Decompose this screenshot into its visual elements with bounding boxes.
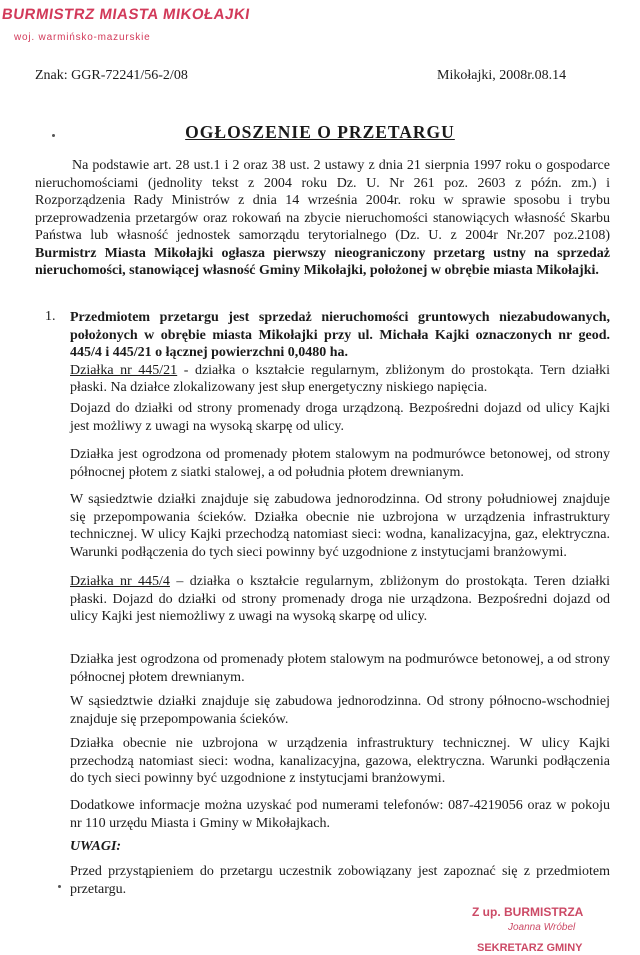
stamp-title: BURMISTRZ MIASTA MIKOŁAJKI bbox=[0, 6, 252, 23]
paragraph-contact: Dodatkowe informacje można uzyskać pod numerami telefonów: 087-4219056 oraz w pokoju nr 110 urzędu Miasta i Gminy w Mikołajkach. bbox=[70, 798, 610, 831]
paragraph-fence-1: Działka jest ogrodzona od promenady płotem stalowym na podmurówce betonowej, od strony północnej płotem z siatki stalowej, a od południa płotem drewnianym. bbox=[70, 447, 610, 480]
document-title: OGŁOSZENIE O PRZETARGU bbox=[185, 122, 455, 142]
signature-authority: Z up. BURMISTRZA bbox=[472, 905, 584, 919]
signature-title: SEKRETARZ GMINY bbox=[477, 942, 583, 954]
stamp-region: woj. warmińsko-mazurskie bbox=[14, 32, 151, 43]
reference-number: Znak: GGR-72241/56-2/08 bbox=[35, 68, 188, 83]
signature-name: Joanna Wróbel bbox=[508, 922, 576, 933]
plot1-text: - działka o kształcie regularnym, zbliżonym do prostokąta. Tern działki płaski. Na działce zlokalizowany jest słup energetyczny niskiego napięcia. bbox=[70, 362, 610, 396]
intro-paragraph bbox=[35, 157, 610, 280]
remarks-text: Przed przystąpieniem do przetargu uczestnik zobowiązany jest zapoznać się z przedmiotem przetargu. bbox=[70, 864, 610, 897]
plot2-text: – działka o kształcie regularnym, zbliżonym do prostokąta. Teren działki płaski. Dojazd do działki od strony promenady droga nie urządzona. Bezpośredni dojazd od ulicy Kajki jest niemożliwy z uwagi na wysoką skarpę od ulicy. bbox=[70, 574, 610, 625]
item-heading bbox=[70, 309, 610, 397]
paragraph-neighbourhood-2: W sąsiedztwie działki znajduje się zabudowa jednorodzinna. Od strony północno-wschodniej znajduje się przepompowania ścieków. bbox=[70, 694, 610, 727]
item-heading-text: Przedmiotem przetargu jest sprzedaż nieruchomości gruntowych niezabudowanych, położonych w obrębie miasta Mikołajki przy ul. Michała Kajki oznaczonych nr geod. 445/4 i 445/21 o łącznej powierzchni 0,0480 ha. bbox=[70, 310, 610, 361]
item-number: 1. bbox=[45, 309, 56, 324]
place-date: Mikołajki, 2008r.08.14 bbox=[437, 68, 567, 83]
plot2-paragraph bbox=[70, 573, 610, 626]
plot2-label: Działka nr 445/4 bbox=[70, 574, 170, 589]
intro-text: Na podstawie art. 28 ust.1 i 2 oraz 38 ust. 2 ustawy z dnia 21 sierpnia 1997 roku o gospodarce nieruchomościami (jednolity tekst z 2004 roku Dz. U. Nr 261 poz. 2603 z późn. zm.) i Rozporządzenia Rady Ministrów z dnia 14 września 2004r. roku w sprawie sposobu i trybu przeprowadzenia przetargów oraz rokowań na zbycie nieruchomości stanowiących własność Skarbu Państwa lub własność jednostek samorządu terytorialnego (Dz. U. z 2004r Nr.207 poz.2108) bbox=[35, 158, 610, 243]
paragraph-fence-2: Działka jest ogrodzona od promenady płotem stalowym na podmurówce betonowej, a od strony północnej płotem drewnianym. bbox=[70, 652, 610, 685]
intro-bold-text: Burmistrz Miasta Mikołajki ogłasza pierwszy nieograniczony przetarg ustny na sprzedaż nieruchomości, stanowiącej własność Gminy Mikołajki, położonej w obrębie miasta Mikołajki. bbox=[35, 245, 610, 278]
remarks-heading: UWAGI: bbox=[70, 839, 122, 854]
office-stamp bbox=[2, 6, 250, 43]
paragraph-neighbourhood-1: W sąsiedztwie działki znajduje się zabudowa jednorodzinna. Od strony południowej znajduje się przepompowania ścieków. Działka obecnie nie uzbrojona w urządzenia infrastruktury technicznej. W ulicy Kajki przechodzą natomiast sieci: wodna, kanalizacyjna, gaz, elektryczna. Warunki podłączenia do tych sieci powinny być uzgodnione z instytucjami branżowymi. bbox=[70, 492, 610, 560]
paragraph-infrastructure-2: Działka obecnie nie uzbrojona w urządzenia infrastruktury technicznej. W ulicy Kajki przechodzą natomiast sieci: wodna, kanalizacyjna, gazowa, elektryczna. Warunki podłączenia do tych sieci powinny być uzgodnione z instytucjami branżowymi. bbox=[70, 736, 610, 787]
plot1-label: Działka nr 445/21 bbox=[70, 362, 178, 378]
scan-mark bbox=[58, 885, 61, 888]
paragraph-access-1: Dojazd do działki od strony promenady droga urządzoną. Bezpośredni dojazd od ulicy Kajki jest możliwy z uwagi na wysoką skarpę od ulicy. bbox=[70, 401, 610, 434]
